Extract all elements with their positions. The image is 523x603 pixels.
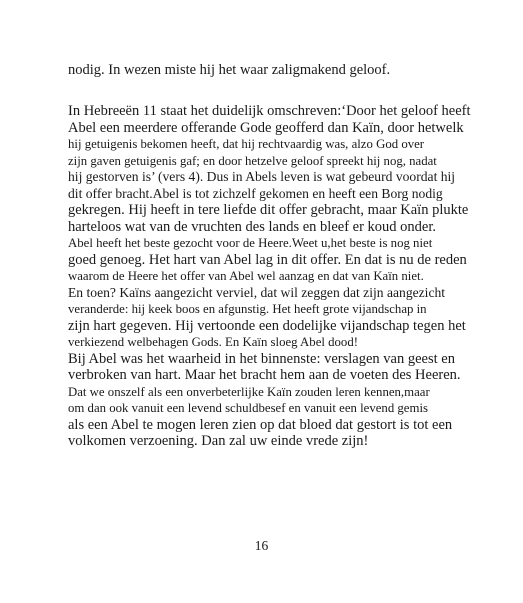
text-line: dit offer bracht.Abel is tot zichzelf gekomen en heeft een Borg nodig — [68, 185, 443, 201]
paragraph-1 — [68, 62, 468, 79]
text-line: waarom de Heere het offer van Abel wel aanzag en dat van Kaïn niet. — [68, 269, 424, 283]
text-line: volkomen verzoening. Dan zal uw einde vrede zijn! — [68, 433, 369, 449]
paragraph-2 — [68, 103, 471, 450]
text-line: hij gestorven is’ (vers 4). Dus in Abels leven is wat gebeurd voordat hij — [68, 169, 456, 184]
text-line: nodig. In wezen miste hij het waar zaligmakend geloof. — [68, 62, 391, 78]
text-line: Abel heeft het beste gezocht voor de Heere.Weet u,het beste is nog niet — [68, 236, 433, 250]
text-line: veranderde: hij keek boos en afgunstig. Het heeft grote vijandschap in — [68, 302, 427, 316]
page-number: 16 — [254, 538, 269, 553]
text-line: In Hebreeën 11 staat het duidelijk omschreven:‘Door het geloof heeft — [68, 103, 471, 119]
text-line: zijn gaven getuigenis gaf; en door hetzelve geloof spreekt hij nog, nadat — [68, 153, 437, 168]
text-line: zijn hart gegeven. Hij vertoonde een dodelijke vijandschap tegen het — [68, 317, 466, 334]
text-line: harteloos wat van de vruchten des lands en bleef er koud onder. — [68, 218, 437, 235]
text-line: Dat we onszelf als een onverbeterlijke Kaïn zouden leren kennen,maar — [68, 384, 430, 399]
text-line: Abel een meerdere offerande Gode geofferd dan Kaïn, door hetwelk — [68, 119, 464, 136]
text-line: Bij Abel was het waarheid in het binnenste: verslagen van geest en — [68, 350, 455, 367]
text-line: gekregen. Hij heeft in tere liefde dit offer gebracht, maar Kaïn plukte — [68, 202, 469, 218]
text-line: goed genoeg. Het hart van Abel lag in dit offer. En dat is nu de reden — [68, 251, 467, 268]
text-line: verbroken van hart. Maar het bracht hem aan de voeten des Heeren. — [68, 367, 461, 383]
text-line: verkiezend welbehagen Gods. En Kaïn sloeg Abel dood! — [68, 335, 358, 349]
text-line: En toen? Kaïns aangezicht verviel, dat wil zeggen dat zijn aangezicht — [68, 284, 446, 300]
text-line: hij getuigenis bekomen heeft, dat hij rechtvaardig was, alzo God over — [68, 137, 425, 151]
text-line: als een Abel te mogen leren zien op dat bloed dat gestort is tot een — [68, 416, 453, 433]
text-line: om dan ook vanuit een levend schuldbesef en vanuit een levend gemis — [68, 401, 428, 415]
